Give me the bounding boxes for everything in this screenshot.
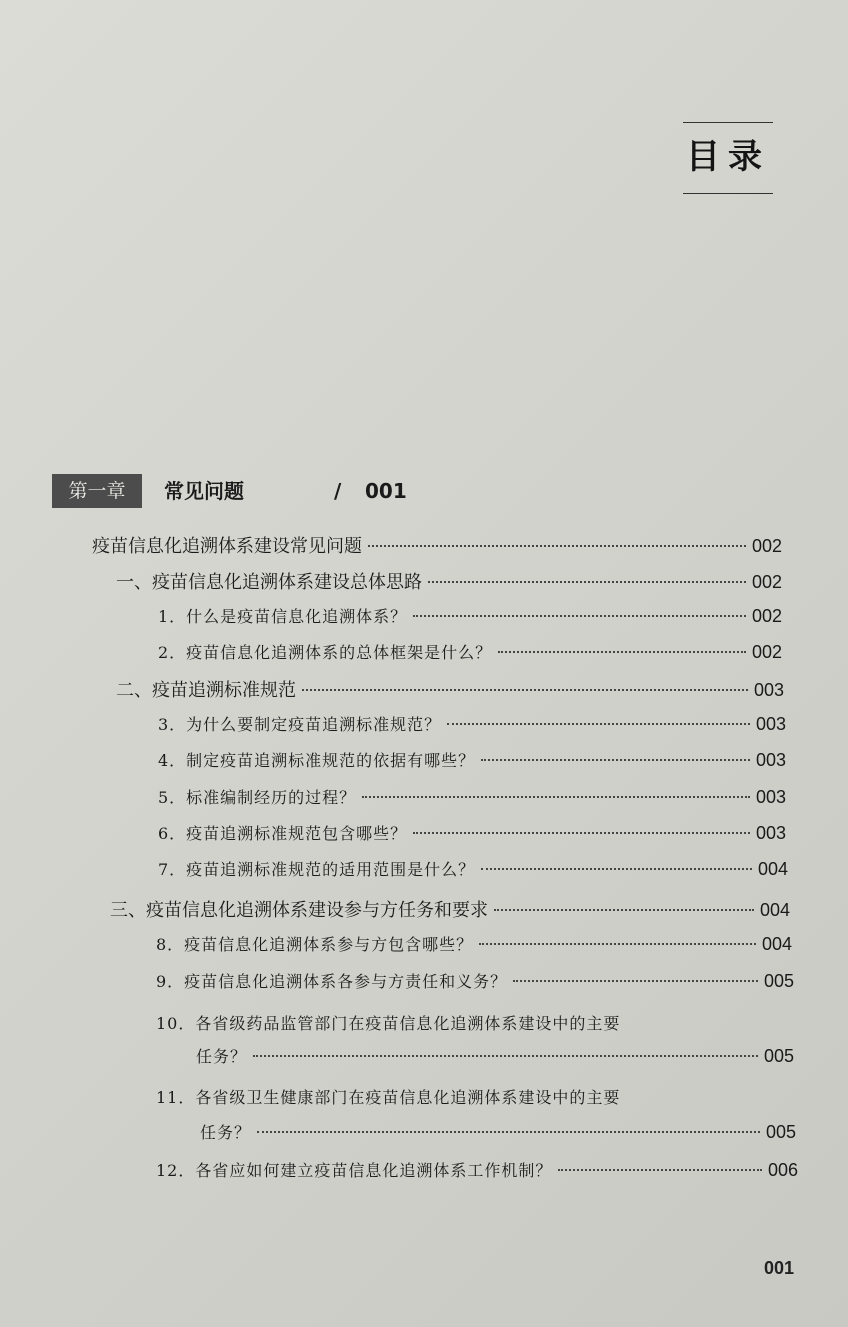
- toc-entry-page: 003: [755, 750, 786, 770]
- toc-entry-question-line1[interactable]: 10．各省级药品监管部门在疫苗信息化追溯体系建设中的主要: [156, 1014, 621, 1033]
- dot-leader: [253, 1055, 758, 1057]
- dot-leader: [302, 689, 748, 691]
- chapter-title: 常见问题: [164, 479, 244, 503]
- toc-entry-question[interactable]: [158, 785, 786, 811]
- toc-title: 目录: [686, 137, 770, 177]
- toc-entry-label: 三、疫苗信息化追溯体系建设参与方任务和要求: [110, 900, 488, 921]
- toc-entry-page: 002: [751, 536, 782, 556]
- toc-entry-question[interactable]: [158, 712, 786, 738]
- page-folio: 001: [764, 1258, 795, 1278]
- dot-leader: [428, 581, 746, 583]
- toc-entry-question[interactable]: [156, 1158, 798, 1184]
- dot-leader: [368, 545, 746, 547]
- toc-heading-frame: [683, 122, 773, 194]
- toc-entry-label: 5．标准编制经历的过程？: [158, 788, 357, 807]
- toc-entry-label: 2．疫苗信息化追溯体系的总体框架是什么？: [158, 643, 493, 662]
- toc-entry-question-line2[interactable]: [200, 1120, 796, 1146]
- toc-entry-label: 12．各省应如何建立疫苗信息化追溯体系工作机制？: [156, 1161, 553, 1180]
- toc-entry-question[interactable]: [156, 932, 792, 958]
- toc-entry-label: 9．疫苗信息化追溯体系各参与方责任和义务？: [156, 972, 508, 991]
- dot-leader: [479, 943, 756, 945]
- toc-entry-label: 7．疫苗追溯标准规范的适用范围是什么？: [158, 860, 476, 879]
- toc-entry-label: 8．疫苗信息化追溯体系参与方包含哪些？: [156, 935, 474, 954]
- dot-leader: [481, 759, 750, 761]
- toc-entry-section[interactable]: [92, 532, 782, 558]
- dot-leader: [513, 980, 758, 982]
- toc-entry-page: 005: [765, 1122, 796, 1142]
- chapter-page-number: 001: [365, 479, 407, 503]
- toc-entry-page: 003: [755, 714, 786, 734]
- toc-entry-page: 005: [763, 971, 794, 991]
- dot-leader: [498, 651, 746, 653]
- toc-entry-label: 一、疫苗信息化追溯体系建设总体思路: [116, 572, 422, 593]
- dot-leader: [257, 1131, 760, 1133]
- toc-entry-question[interactable]: [156, 969, 794, 995]
- toc-entry-question[interactable]: [158, 857, 788, 883]
- dot-leader: [481, 868, 752, 870]
- dot-leader: [494, 909, 754, 911]
- toc-entry-label: 疫苗信息化追溯体系建设常见问题: [92, 536, 362, 557]
- toc-entry-subsection[interactable]: [110, 896, 790, 922]
- toc-entry-label: 任务？: [196, 1047, 248, 1066]
- toc-entry-page: 004: [761, 934, 792, 954]
- toc-entry-label: 6．疫苗追溯标准规范包含哪些？: [158, 824, 408, 843]
- toc-entry-label: 二、疫苗追溯标准规范: [116, 680, 296, 701]
- toc-entry-question-line1[interactable]: 11．各省级卫生健康部门在疫苗信息化追溯体系建设中的主要: [156, 1088, 621, 1107]
- toc-entry-question[interactable]: [158, 748, 786, 774]
- toc-entry-page: 002: [751, 572, 782, 592]
- toc-entry-page: 005: [763, 1046, 794, 1066]
- toc-entry-label: 1．什么是疫苗信息化追溯体系？: [158, 607, 408, 626]
- dot-leader: [362, 796, 750, 798]
- dot-leader: [413, 832, 750, 834]
- toc-entry-page: 003: [755, 787, 786, 807]
- toc-entry-label: 4．制定疫苗追溯标准规范的依据有哪些？: [158, 751, 476, 770]
- toc-entry-page: 002: [751, 606, 782, 626]
- toc-entry-page: 004: [757, 859, 788, 879]
- toc-entry-question[interactable]: [158, 821, 786, 847]
- chapter-badge: 第一章: [52, 474, 142, 508]
- chapter-separator: /: [334, 479, 342, 503]
- toc-entry-question-line2[interactable]: [196, 1044, 794, 1070]
- toc-entry-question[interactable]: [158, 604, 782, 630]
- dot-leader: [413, 615, 746, 617]
- toc-entry-question[interactable]: [158, 640, 782, 666]
- toc-entry-page: 002: [751, 642, 782, 662]
- toc-entry-label: 3．为什么要制定疫苗追溯标准规范？: [158, 715, 442, 734]
- toc-entry-subsection[interactable]: [116, 676, 784, 702]
- dot-leader: [558, 1169, 762, 1171]
- toc-entry-page: 006: [767, 1160, 798, 1180]
- toc-entry-subsection[interactable]: [116, 568, 782, 594]
- toc-entry-page: 003: [755, 823, 786, 843]
- toc-entry-page: 004: [759, 900, 790, 920]
- toc-entry-page: 003: [753, 680, 784, 700]
- toc-entry-label: 任务？: [200, 1123, 252, 1142]
- dot-leader: [447, 723, 750, 725]
